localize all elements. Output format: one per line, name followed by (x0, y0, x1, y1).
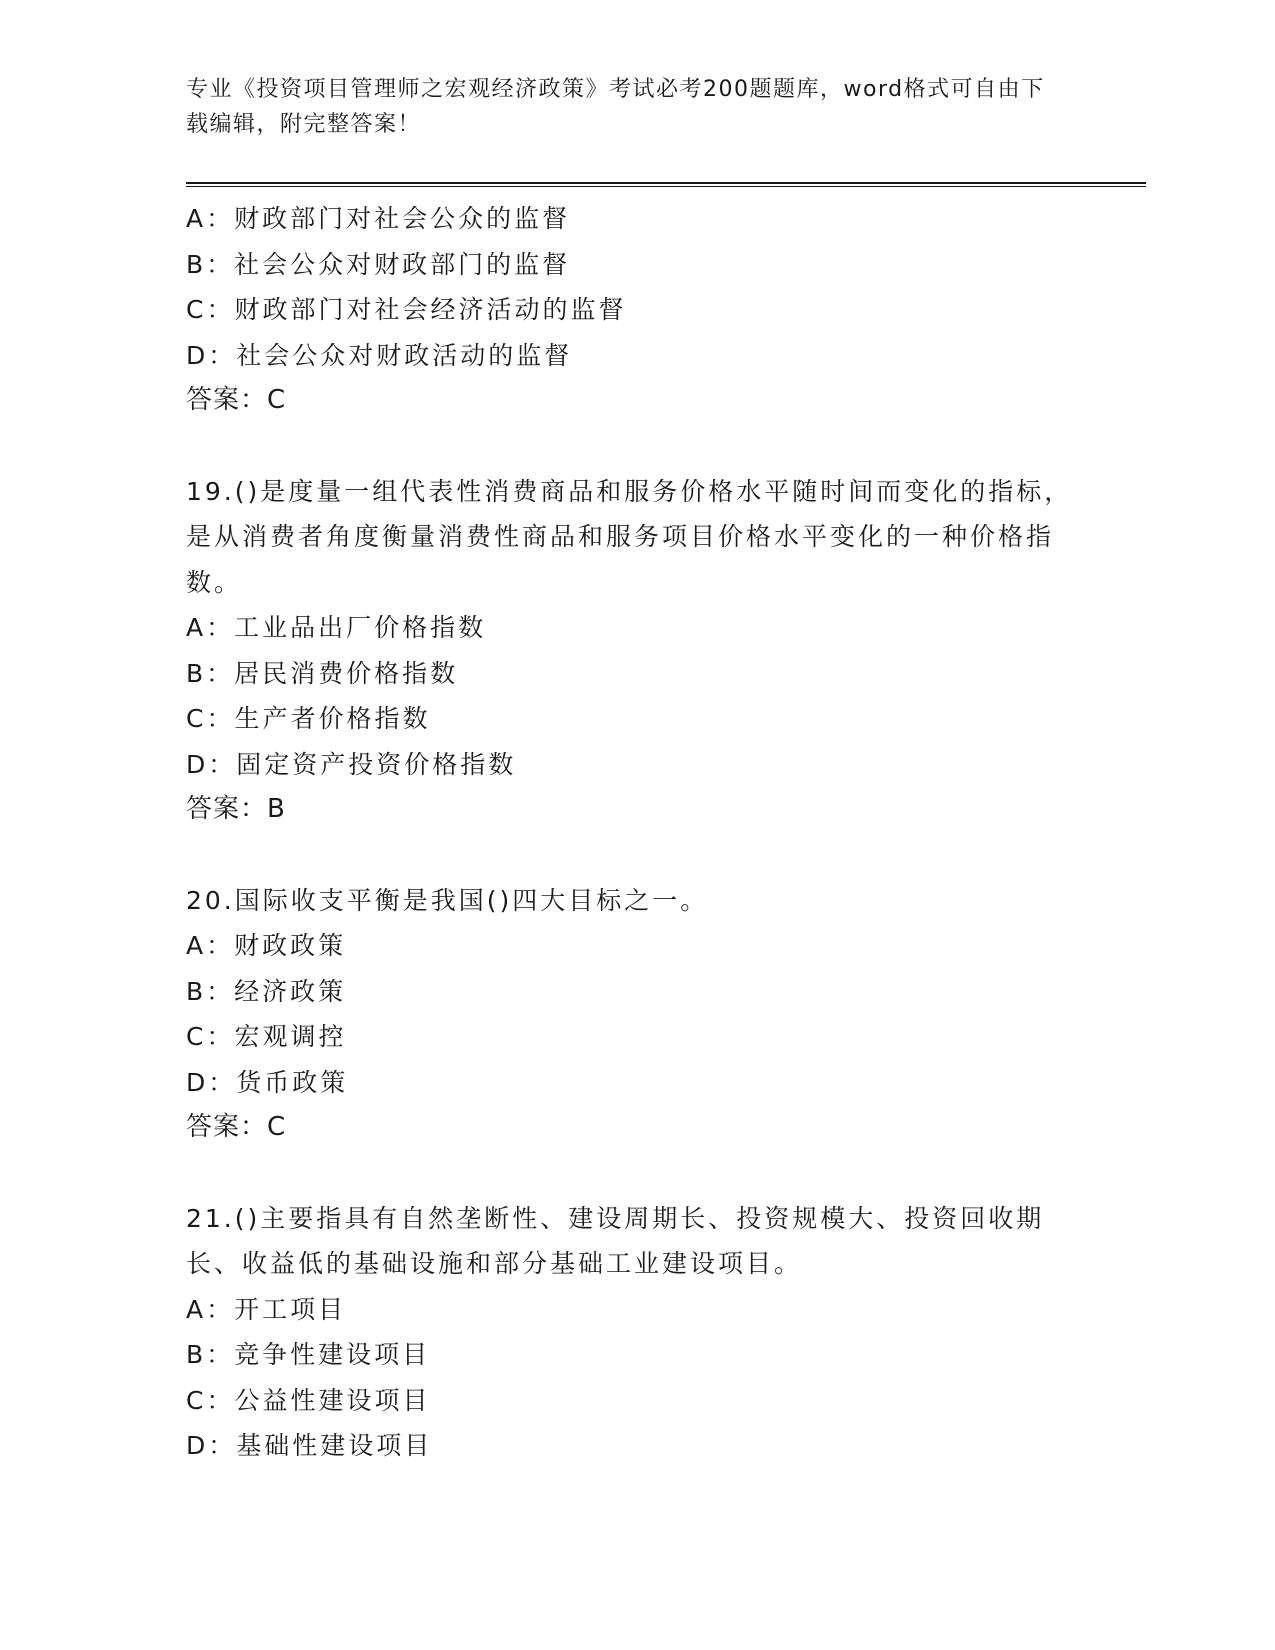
option-c: C：公益性建设项目 (186, 1385, 431, 1415)
question-block-20 (186, 878, 1146, 1151)
answer-line: 答案：C (186, 1112, 287, 1142)
question-list (186, 196, 1146, 1469)
document-page (186, 72, 1146, 1469)
option-d: D：基础性建设项目 (186, 1431, 433, 1460)
option-b: B：居民消费价格指数 (186, 658, 459, 688)
question-block-18 (186, 196, 1146, 424)
question-stem: 20.国际收支平衡是我国()四大目标之一。 (186, 885, 709, 915)
spacer (186, 833, 1146, 878)
option-c: C：宏观调控 (186, 1022, 347, 1051)
option-d: D：社会公众对财政活动的监督 (186, 340, 573, 370)
answer-line: 答案：B (186, 794, 286, 824)
question-stem: 21.()主要指具有自然垄断性、建设周期长、投资规模大、投资回收期长、收益低的基础设施和部分基础工业建设项目。 (186, 1203, 1045, 1278)
option-b: B：竞争性建设项目 (186, 1340, 431, 1369)
spacer (186, 1151, 1146, 1196)
option-b: B：社会公众对财政部门的监督 (186, 249, 571, 279)
question-block-19 (186, 469, 1146, 833)
document-header: 专业《投资项目管理师之宏观经济政策》考试必考200题题库，word格式可自由下载编辑，附完整答案！ (186, 77, 1045, 137)
option-a: A：工业品出厂价格指数 (186, 613, 487, 642)
spacer (186, 424, 1146, 469)
option-d: D：货币政策 (186, 1067, 349, 1097)
option-d: D：固定资产投资价格指数 (186, 749, 517, 779)
answer-line: 答案：C (186, 385, 287, 415)
header-divider (186, 182, 1146, 187)
option-b: B：经济政策 (186, 976, 347, 1006)
option-c: C：财政部门对社会经济活动的监督 (186, 295, 627, 324)
question-block-21 (186, 1196, 1146, 1469)
option-a: A：开工项目 (186, 1294, 347, 1324)
question-stem: 19.()是度量一组代表性消费商品和服务价格水平随时间而变化的指标，是从消费者角度衡量消费性商品和服务项目价格水平变化的一种价格指数。 (186, 476, 1073, 597)
option-c: C：生产者价格指数 (186, 704, 431, 733)
option-a: A：财政部门对社会公众的监督 (186, 204, 571, 233)
option-a: A：财政政策 (186, 931, 347, 960)
